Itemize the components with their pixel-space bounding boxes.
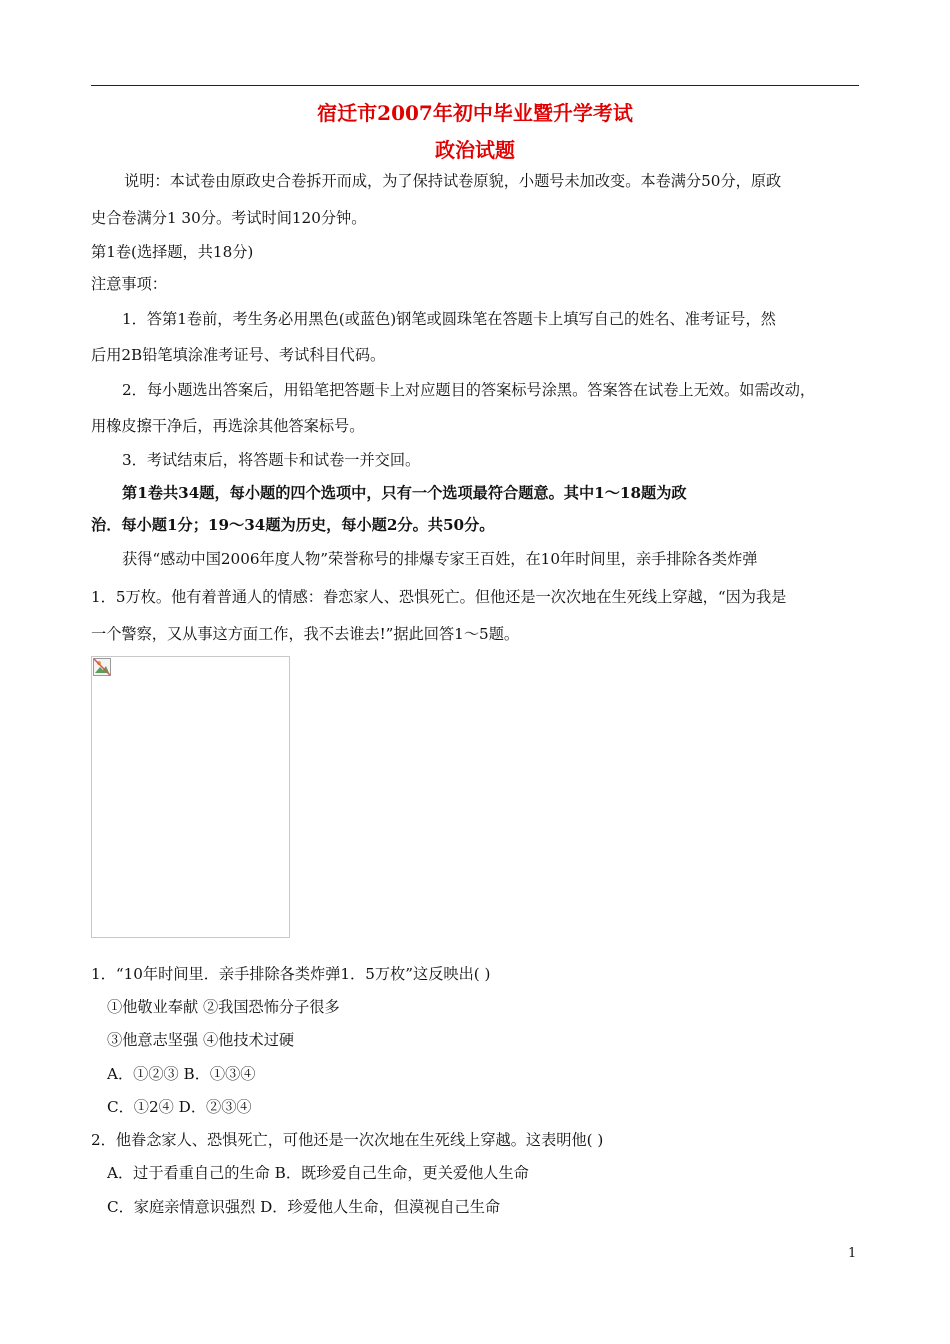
question-2-option-line-2: C．家庭亲情意识强烈 D．珍爱他人生命，但漠视自己生命 xyxy=(107,1198,501,1216)
volume-heading: 第1卷(选择题，共18分) xyxy=(91,243,254,261)
passage-line-1: 获得“感动中国2006年度人物”荣誉称号的排爆专家王百姓，在10年时间里，亲手排除各类炸弹 xyxy=(122,550,758,568)
note-1-line-1: 1．答第1卷前，考生务必用黑色(或蓝色)钢笔或圆珠笔在答题卡上填写自己的姓名、准考证号，然 xyxy=(122,310,776,328)
question-1-option-line-2: ③他意志坚强 ④他技术过硬 xyxy=(107,1031,295,1049)
passage-line-3: 一个警察，又从事这方面工作，我不去谁去!”据此回答1～5题。 xyxy=(91,625,520,643)
exam-title: 宿迁市2007年初中毕业暨升学考试 xyxy=(317,101,633,125)
intro-line-1: 说明：本试卷由原政史合卷拆开而成，为了保持试卷原貌，小题号未加改变。本卷满分50分，原政 xyxy=(124,172,782,190)
note-2-line-1: 2．每小题选出答案后，用铅笔把答题卡上对应题目的答案标号涂黑。答案答在试卷上无效。如需改动， xyxy=(122,381,816,399)
note-3: 3．考试结束后，将答题卡和试卷一并交回。 xyxy=(122,451,421,469)
question-1-stem: 1．“10年时间里．亲手排除各类炸弹1．5万枚”这反映出( ) xyxy=(91,965,491,983)
question-1-option-line-1: ①他敬业奉献 ②我国恐怖分子很多 xyxy=(107,998,340,1016)
header-rule xyxy=(91,85,859,86)
page-number: 1 xyxy=(848,1246,857,1261)
notes-label: 注意事项： xyxy=(91,275,167,293)
question-2-stem: 2．他眷念家人、恐惧死亡，可他还是一次次地在生死线上穿越。这表明他( ) xyxy=(91,1131,604,1149)
question-2-option-line-1: A．过于看重自己的生命 B．既珍爱自己生命，更关爱他人生命 xyxy=(107,1164,529,1182)
instruction-bold-line-1: 第1卷共34题，每小题的四个选项中，只有一个选项最符合题意。其中1～18题为政 xyxy=(122,484,687,502)
intro-line-2: 史合卷满分1 30分。考试时间120分钟。 xyxy=(91,209,367,227)
question-1-option-line-3: A．①②③ B．①③④ xyxy=(107,1065,256,1083)
note-2-line-2: 用橡皮擦干净后，再选涂其他答案标号。 xyxy=(91,417,365,435)
broken-image-icon xyxy=(93,658,111,676)
passage-line-2: 1．5万枚。他有着普通人的情感：眷恋家人、恐惧死亡。但他还是一次次地在生死线上穿越，“因为我是 xyxy=(91,588,787,606)
instruction-bold-line-2: 治．每小题1分；19～34题为历史，每小题2分。共50分。 xyxy=(91,516,495,534)
note-1-line-2: 后用2B铅笔填涂准考证号、考试科目代码。 xyxy=(91,346,386,364)
question-1-option-line-4: C．①2④ D．②③④ xyxy=(107,1098,252,1116)
missing-image-placeholder xyxy=(91,656,290,938)
exam-subtitle: 政治试题 xyxy=(435,138,515,162)
